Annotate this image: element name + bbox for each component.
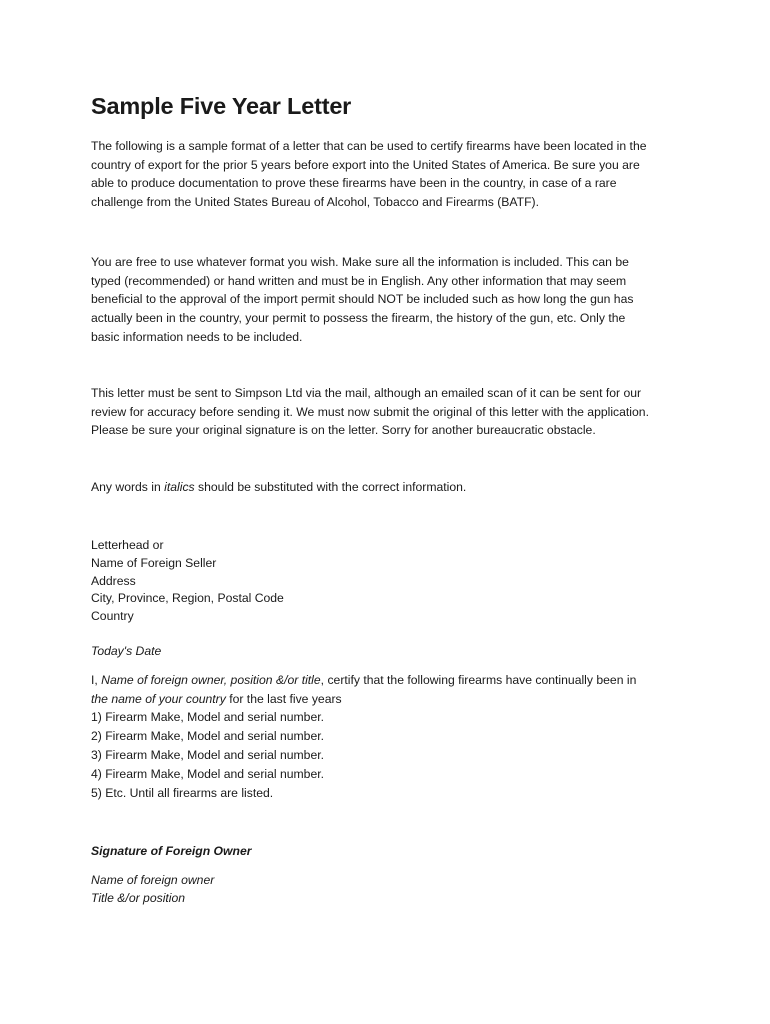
letterhead-line: City, Province, Region, Postal Code — [91, 591, 284, 605]
italics-note-suffix: should be substituted with the correct information. — [194, 480, 467, 494]
signer-title: Title &/or position — [91, 891, 186, 905]
signer-name: Name of foreign owner — [91, 873, 215, 887]
firearm-item: 3) Firearm Make, Model and serial number. — [91, 748, 325, 762]
firearm-item: 2) Firearm Make, Model and serial number. — [91, 729, 325, 743]
signature-label: Signature of Foreign Owner — [91, 844, 252, 858]
format-note-paragraph: You are free to use whatever format you wish. Make sure all the information is included. This can be typed (recommended) or hand written and must be in English. Any other information that may seem beneficial to the approval of the import permit should NOT be included such as how long the gun has actually been in the country, your permit to possess the firearm, the history of the gun, etc. Only the basic information needs to be included. — [91, 255, 634, 344]
firearm-item: 5) Etc. Until all firearms are listed. — [91, 786, 274, 800]
mail-note-paragraph: This letter must be sent to Simpson Ltd via the mail, although an emailed scan of it can be sent for our review for accuracy before sending it. We must now submit the original of this letter with the application. Please be sure your original signature is on the letter. Sorry for another bureaucratic obstacle. — [91, 386, 649, 438]
italics-note-prefix: Any words in — [91, 480, 165, 494]
certification-text: , certify that the following firearms have continually been in — [320, 673, 637, 687]
italics-note — [91, 478, 466, 496]
firearm-item: 1) Firearm Make, Model and serial number. — [91, 710, 325, 724]
page-title: Sample Five Year Letter — [91, 93, 352, 119]
certification-statement — [91, 671, 651, 708]
owner-placeholder: Name of foreign owner, position &/or title — [101, 673, 321, 687]
letter-date: Today's Date — [91, 644, 162, 658]
letterhead-line: Country — [91, 609, 134, 623]
firearm-item: 4) Firearm Make, Model and serial number. — [91, 767, 325, 781]
certification-text: I, — [91, 673, 102, 687]
letterhead-line: Letterhead or — [91, 538, 164, 552]
intro-paragraph: The following is a sample format of a letter that can be used to certify firearms have been located in the country of export for the prior 5 years before export into the United States of America. Be sure you are able to produce documentation to prove these firearms have been in the country, in case of a rare challenge from the United States Bureau of Alcohol, Tobacco and Firearms (BATF). — [91, 139, 647, 210]
country-placeholder: the name of your country — [91, 691, 226, 706]
letterhead-line: Name of Foreign Seller — [91, 556, 217, 570]
letterhead-line: Address — [91, 574, 136, 588]
italics-note-word: italics — [164, 480, 195, 494]
certification-text: for the last five years — [225, 691, 342, 706]
